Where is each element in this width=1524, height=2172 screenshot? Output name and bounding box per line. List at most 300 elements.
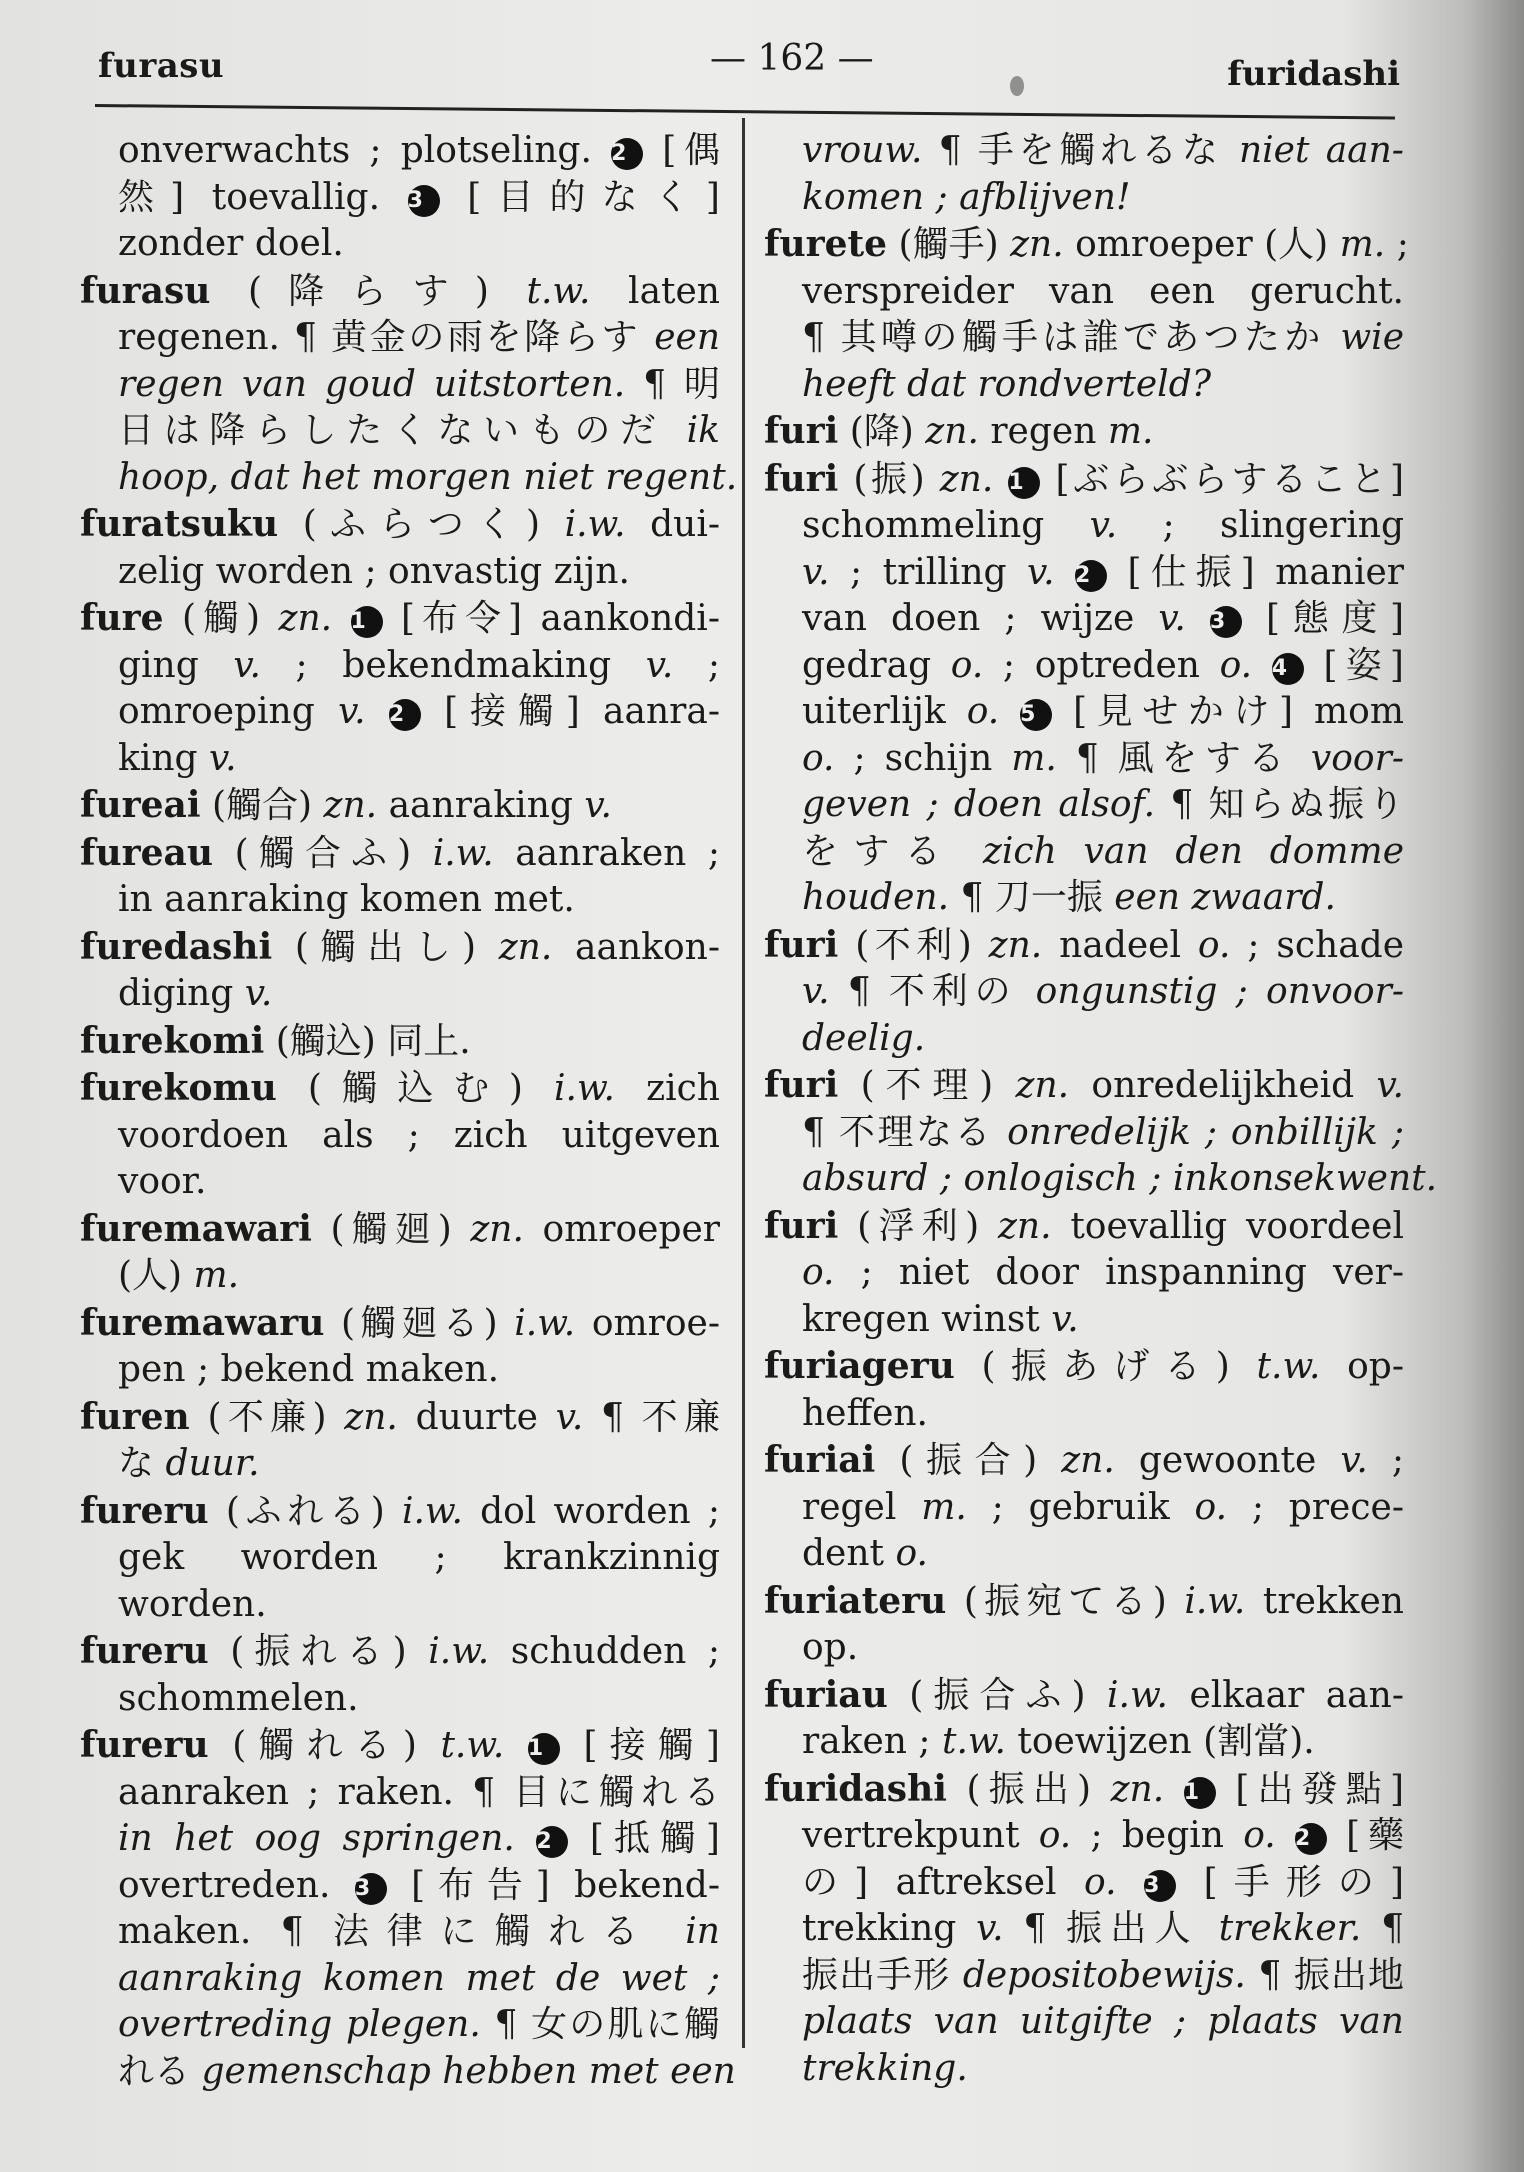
entry-line (80, 175, 720, 222)
entry-text: ; slingering (1117, 505, 1404, 546)
headword: furemawari (80, 1207, 312, 1250)
entry-line (80, 1113, 720, 1160)
entry-text: ¶ 手を觸れるな (922, 130, 1239, 171)
italic-gloss: komen ; afblijven! (802, 176, 1131, 218)
italic-gloss: i.w. (428, 1631, 490, 1672)
italic-gloss: t.w. (440, 1725, 505, 1766)
entry-text: ¶ 不廉 (583, 1396, 720, 1438)
italic-gloss: onredelijk ; onbillijk ; (1007, 1111, 1404, 1153)
entry-text: (振出) (946, 1768, 1111, 1810)
entry-text: ; optreden (983, 644, 1220, 686)
entry-text (1164, 1769, 1184, 1810)
entry-line (80, 1206, 720, 1254)
entry-text: ; schade (1230, 924, 1405, 966)
entry-text: ¶ 振出地 (1245, 1954, 1404, 1996)
entry-line (80, 268, 720, 316)
entry-text: onverwachts ; plotseling. (118, 130, 612, 171)
entry-text (1252, 645, 1272, 686)
entry-text: omroeping (118, 691, 339, 732)
right-running-headword: furidashi (1227, 54, 1400, 94)
entry-line (764, 1953, 1404, 2000)
entry-text: 然] toevallig. (118, 176, 408, 218)
italic-gloss: v. (209, 737, 237, 779)
entry-text: [布令] aankondi- (382, 598, 720, 639)
entry-text: ¶ 不理なる (802, 1111, 1008, 1153)
entry-line (764, 1719, 1404, 1766)
italic-gloss: zn. (278, 598, 333, 639)
entry-text: overtreden. (118, 1864, 355, 1906)
entry-text: (振) (838, 458, 940, 500)
entry-text: duurte (397, 1396, 556, 1438)
entry-line (764, 456, 1404, 504)
entry-text: ; gebruik (966, 1486, 1195, 1528)
italic-gloss: plaats van uitgifte ; plaats van (802, 2001, 1404, 2042)
italic-gloss: zn. (997, 1205, 1052, 1247)
entry-text: aanraken ; raken. ¶ 目に觸れる (118, 1771, 720, 1813)
italic-gloss: overtreding plegen. (118, 2004, 481, 2045)
entry-line (764, 1110, 1404, 1157)
sense-number-marker: 1 (1008, 467, 1040, 499)
entry-text: op. (802, 1627, 859, 1668)
entry-text: ; prece- (1227, 1486, 1404, 1528)
entry-text: king (118, 737, 210, 779)
entry-text: (浮利) (838, 1205, 998, 1247)
entry-line (764, 1437, 1404, 1485)
headword: furi (764, 1204, 839, 1247)
entry-text: aankon- (552, 926, 720, 968)
entry-line (764, 875, 1404, 922)
entry-line (764, 643, 1404, 690)
entry-text: ¶ (1361, 1908, 1404, 1949)
entry-text: heffen. (802, 1392, 928, 1434)
entry-text: trekking (802, 1908, 977, 1949)
entry-line (764, 1485, 1404, 1532)
entry-text: (人) (118, 1255, 194, 1296)
italic-gloss: i.w. (564, 504, 626, 545)
headword: fureau (80, 831, 214, 874)
entry-line (764, 315, 1404, 362)
italic-gloss: geven ; doen alsof. (802, 784, 1156, 825)
entry-line (80, 1347, 720, 1394)
entry-line (764, 1016, 1404, 1063)
entry-text: kregen winst (802, 1298, 1052, 1340)
entry-text: omroeper (人) (1063, 224, 1340, 265)
entry-line (764, 269, 1404, 316)
entry-line (764, 362, 1404, 409)
entry-line (80, 1722, 720, 1770)
page-number: — 162 — (710, 38, 874, 79)
entry-line (80, 689, 720, 736)
entry-line (80, 1253, 720, 1300)
italic-gloss: trekking. (802, 2047, 968, 2089)
italic-gloss: voor- (1310, 737, 1404, 779)
italic-gloss: v. (233, 644, 261, 686)
entry-line (80, 128, 720, 175)
italic-gloss: zn. (939, 458, 994, 500)
entry-line (764, 1578, 1404, 1626)
entry-line (80, 1441, 720, 1488)
italic-gloss: zn. (323, 785, 378, 826)
headword: fureru (80, 1724, 209, 1766)
entry-text: 日は降らしたくないものだ (118, 410, 687, 451)
entry-line (764, 503, 1404, 550)
italic-gloss: wie (1340, 317, 1404, 358)
entry-line (80, 501, 720, 549)
italic-gloss: v. (802, 551, 830, 593)
entry-line (80, 1863, 720, 1910)
entry-text: regel (802, 1486, 922, 1528)
entry-text: [布告] bekend- (386, 1864, 721, 1906)
entry-text: schommelen. (118, 1677, 359, 1719)
entry-text: aanraken ; (493, 832, 720, 874)
entry-line (80, 595, 720, 643)
italic-gloss: o. (950, 644, 984, 686)
entry-line (764, 1766, 1404, 1814)
italic-gloss: i.w. (514, 1302, 576, 1344)
entry-line (80, 1535, 720, 1582)
entry-text: (降) (838, 411, 926, 452)
italic-gloss: absurd ; onlogisch ; inkonsekwent. (802, 1158, 1438, 1199)
italic-gloss: m. (193, 1255, 240, 1296)
entry-text: れる (118, 2050, 202, 2092)
sense-number-marker: 2 (536, 1826, 568, 1858)
italic-gloss: o. (802, 1252, 835, 1293)
entry-line (764, 1813, 1404, 1860)
entry-text: in aanraking komen met. (118, 879, 575, 920)
entry-text: ; begin (1071, 1815, 1244, 1856)
entry-text: (振宛てる) (946, 1580, 1185, 1622)
italic-gloss: i.w. (1184, 1580, 1246, 1622)
entry-line (80, 830, 720, 878)
italic-gloss: depositobewijs. (962, 1954, 1246, 1996)
italic-gloss: aanraking komen met de wet ; (118, 1957, 720, 1999)
entry-line (80, 877, 720, 924)
entry-line (80, 1770, 720, 1817)
italic-gloss: zn. (470, 1208, 524, 1250)
entry-text: (觸込) 同上. (264, 1020, 471, 1062)
entry-text: verspreider van een gerucht. (802, 270, 1404, 312)
italic-gloss: gemenschap hebben met een (201, 2050, 736, 2092)
sense-number-marker: 1 (351, 606, 383, 638)
headword: furete (764, 223, 888, 265)
entry-text: ; (1367, 1440, 1404, 1481)
entry-text: zelig worden ; onvastig zijn. (118, 550, 630, 592)
italic-gloss: zn. (1061, 1440, 1115, 1481)
entry-text: trekken (1245, 1580, 1404, 1622)
italic-gloss: in het oog springen. (118, 1818, 515, 1859)
entry-text: op- (1320, 1346, 1405, 1387)
italic-gloss: v. (244, 973, 273, 1014)
entry-line (764, 1297, 1404, 1344)
italic-gloss: zn. (344, 1396, 398, 1438)
entry-line (764, 1156, 1438, 1203)
entry-text: をする (802, 830, 983, 872)
entry-line (80, 1582, 720, 1629)
entry-line (764, 782, 1404, 829)
entry-line (80, 782, 720, 830)
entry-line (80, 221, 720, 268)
entry-line (764, 689, 1404, 736)
entry-text: zonder doel. (118, 223, 344, 264)
entry-text: (不廉) (189, 1396, 345, 1438)
entry-line (80, 1676, 720, 1723)
entry-text: (振あげる) (954, 1346, 1257, 1387)
entry-text: (不利) (838, 924, 989, 966)
entry-text: [偶 (643, 130, 720, 171)
entry-text: dent (802, 1533, 896, 1574)
entry-line (80, 971, 720, 1018)
entry-text: ¶ 知らぬ振り (1155, 784, 1404, 825)
italic-gloss: o. (1243, 1815, 1276, 1856)
entry-line (764, 1906, 1404, 1953)
italic-gloss: m. (1339, 224, 1386, 265)
entry-line (764, 1999, 1404, 2046)
entry-text: ¶ 風をする (1056, 737, 1311, 779)
italic-gloss: trekker. (1218, 1908, 1362, 1949)
entry-text: zich (615, 1068, 720, 1109)
entry-line (80, 1300, 720, 1348)
entry-line (80, 924, 720, 972)
entry-line (80, 1018, 720, 1066)
italic-gloss: v. (1027, 551, 1055, 593)
entry-text: gedrag (802, 644, 951, 686)
italic-gloss: ongunstig ; onvoor- (1035, 971, 1404, 1012)
entry-text: [藥 (1326, 1815, 1404, 1856)
entry-text: [仕振] manier (1107, 551, 1405, 593)
entry-text: [見せかけ] mom (1052, 691, 1404, 732)
entry-text: maken. ¶ 法律に觸れる (118, 1911, 686, 1952)
entry-line (764, 1625, 1404, 1672)
entry-text: ¶ 振出人 (1003, 1908, 1219, 1949)
entry-text: [ぶらぶらすること] (1040, 458, 1404, 500)
entry-line (80, 408, 720, 455)
entry-text (1276, 1815, 1295, 1856)
headword: fureru (80, 1489, 209, 1532)
italic-gloss: v. (338, 691, 366, 732)
italic-gloss: hoop, dat het morgen niet regent. (118, 456, 738, 498)
italic-gloss: t.w. (526, 270, 591, 312)
headword: furi (764, 410, 839, 452)
entry-text: (觸) (163, 598, 279, 639)
headword: furatsuku (80, 503, 279, 545)
entry-text: (振合) (875, 1440, 1062, 1481)
italic-gloss: v. (1051, 1298, 1079, 1340)
entry-text: schudden ; (489, 1631, 721, 1672)
sense-number-marker: 1 (1184, 1777, 1216, 1809)
italic-gloss: in (685, 1911, 720, 1952)
entry-line (764, 969, 1404, 1016)
entry-line (80, 1628, 720, 1676)
sense-number-marker: 1 (528, 1733, 560, 1765)
entry-line (80, 1159, 720, 1206)
entry-line (764, 1250, 1404, 1297)
entry-text: (ふれる) (208, 1490, 402, 1532)
entry-line (764, 829, 1404, 876)
italic-gloss: o. (895, 1533, 928, 1574)
entry-line (764, 1203, 1404, 1251)
entry-text: nadeel (1042, 924, 1198, 966)
entry-text (1186, 598, 1210, 639)
entry-text: (觸廻) (311, 1208, 471, 1250)
italic-gloss: zn. (498, 926, 553, 968)
italic-gloss: duur. (165, 1443, 260, 1484)
italic-gloss: v. (976, 1908, 1004, 1949)
sense-number-marker: 2 (389, 699, 421, 731)
headword: furekomu (80, 1067, 277, 1109)
entry-text: (觸廻る) (324, 1302, 515, 1344)
entry-text: (觸合ふ) (213, 832, 433, 874)
entry-text: ging (118, 644, 234, 686)
headword: furi (764, 1064, 839, 1106)
entry-text: [目的なく] (439, 176, 720, 218)
entry-line (80, 736, 720, 783)
sense-number-marker: 3 (355, 1873, 387, 1905)
italic-gloss: o. (1219, 644, 1253, 686)
italic-gloss: m. (1011, 737, 1057, 779)
italic-gloss: m. (1107, 411, 1154, 452)
entry-text: (觸れる) (208, 1725, 441, 1766)
entry-text (515, 1818, 536, 1859)
entry-text: dui- (625, 504, 720, 545)
italic-gloss: v. (802, 971, 830, 1012)
entry-line (80, 1909, 720, 1956)
entry-text (1117, 1862, 1145, 1903)
sense-number-marker: 2 (1075, 560, 1107, 592)
italic-gloss: deelig. (802, 1017, 926, 1059)
entry-line (764, 922, 1404, 970)
entry-line (764, 221, 1409, 269)
entry-line (764, 1672, 1404, 1720)
entry-text (366, 691, 389, 732)
italic-gloss: houden. (802, 877, 950, 918)
entry-text: regen (978, 411, 1108, 452)
italic-gloss: v. (1376, 1065, 1404, 1106)
entry-line (80, 315, 720, 362)
headword: furemawaru (80, 1301, 325, 1344)
italic-gloss: een zwaard. (1114, 877, 1336, 918)
entry-line (80, 1956, 720, 2003)
entry-line (764, 1062, 1404, 1110)
italic-gloss: zn. (1015, 1065, 1070, 1106)
entry-text: ¶ 明 (625, 363, 720, 405)
entry-text: [接觸] (559, 1725, 720, 1766)
sense-number-marker: 4 (1272, 653, 1304, 685)
entry-line (80, 643, 720, 690)
page-header (90, 38, 1400, 98)
headword: furekomi (80, 1019, 265, 1062)
headword: fureai (80, 784, 201, 826)
entry-text: laten (590, 270, 720, 312)
entry-text: omroe- (575, 1302, 720, 1344)
entry-text: voordoen als ; zich uitgeven (118, 1114, 720, 1156)
italic-gloss: o. (1194, 1486, 1228, 1528)
entry-text: の] aftreksel (802, 1861, 1085, 1903)
ink-blot (1010, 76, 1024, 96)
entry-text: ¶ 女の肌に觸 (480, 2004, 720, 2045)
italic-gloss: v. (1158, 598, 1186, 639)
entry-text: (觸手) (887, 224, 1011, 265)
headword: furasu (80, 269, 211, 312)
italic-gloss: o. (966, 691, 1000, 732)
entry-text: ; trilling (829, 551, 1028, 593)
entry-text: diging (118, 973, 245, 1014)
italic-gloss: een (654, 317, 720, 358)
italic-gloss: o. (1084, 1861, 1117, 1903)
entry-text: ; bekendmaking (260, 644, 646, 686)
entry-line (80, 455, 738, 502)
headword: furiateru (764, 1579, 947, 1622)
entry-text: (降らす) (210, 270, 527, 312)
entry-line (764, 175, 1404, 222)
headword: furen (80, 1395, 190, 1438)
italic-gloss: t.w. (1256, 1346, 1321, 1387)
entry-line (80, 1816, 720, 1863)
entry-line (80, 362, 720, 409)
entry-line (80, 549, 720, 596)
entry-line (764, 2046, 1404, 2093)
italic-gloss: i.w. (1107, 1674, 1168, 1716)
entry-text: voor. (118, 1161, 207, 1202)
sense-number-marker: 5 (1020, 699, 1052, 731)
entry-text: raken ; (802, 1721, 942, 1762)
entry-text: ¶ 不利の (829, 971, 1036, 1012)
entry-line (764, 550, 1404, 597)
italic-gloss: v. (1340, 1440, 1368, 1481)
entry-line (764, 736, 1404, 783)
italic-gloss: heeft dat rondverteld? (802, 363, 1212, 405)
left-running-headword: furasu (98, 46, 225, 86)
entry-text: pen ; bekend maken. (118, 1349, 500, 1390)
sense-number-marker: 3 (1210, 606, 1242, 638)
italic-gloss: vrouw. (802, 130, 923, 171)
entry-text: ¶ 其噂の觸手は誰であつたか (802, 317, 1341, 358)
entry-text: (振れる) (208, 1631, 429, 1672)
entry-line (80, 1065, 720, 1113)
entry-line (764, 1531, 1404, 1578)
entry-text: omroeper (523, 1208, 721, 1250)
entry-text: ¶ 刀一振 (949, 877, 1115, 918)
entry-line (80, 2002, 720, 2049)
entry-line (764, 596, 1404, 643)
entry-text: (觸出し) (272, 926, 499, 968)
entry-text: [接觸] aanra- (420, 691, 720, 732)
entry-text: uiterlijk (802, 691, 967, 732)
italic-gloss: t.w. (942, 1721, 1006, 1762)
italic-gloss: zich van den domme (982, 830, 1404, 872)
italic-gloss: zn. (925, 411, 979, 452)
entry-text: ; (673, 644, 721, 686)
italic-gloss: zn. (1010, 224, 1064, 265)
entry-text: dol worden ; (462, 1490, 720, 1532)
column-divider (742, 118, 745, 2048)
headword: furi (764, 457, 839, 500)
sense-number-marker: 3 (408, 185, 440, 217)
entry-line (80, 2049, 736, 2096)
entry-text: vertrekpunt (802, 1815, 1039, 1856)
right-column (764, 128, 1438, 2092)
italic-gloss: ik (686, 410, 720, 451)
entry-text: schommeling (802, 505, 1090, 546)
italic-gloss: o. (1038, 1815, 1072, 1856)
entry-text: onredelijkheid (1069, 1065, 1377, 1106)
left-column (80, 128, 738, 2095)
entry-text (1055, 552, 1075, 593)
headword: furi (764, 923, 839, 966)
entry-line (764, 128, 1404, 175)
italic-gloss: i.w. (554, 1068, 615, 1109)
italic-gloss: zn. (988, 924, 1043, 966)
entry-line (80, 1488, 720, 1536)
